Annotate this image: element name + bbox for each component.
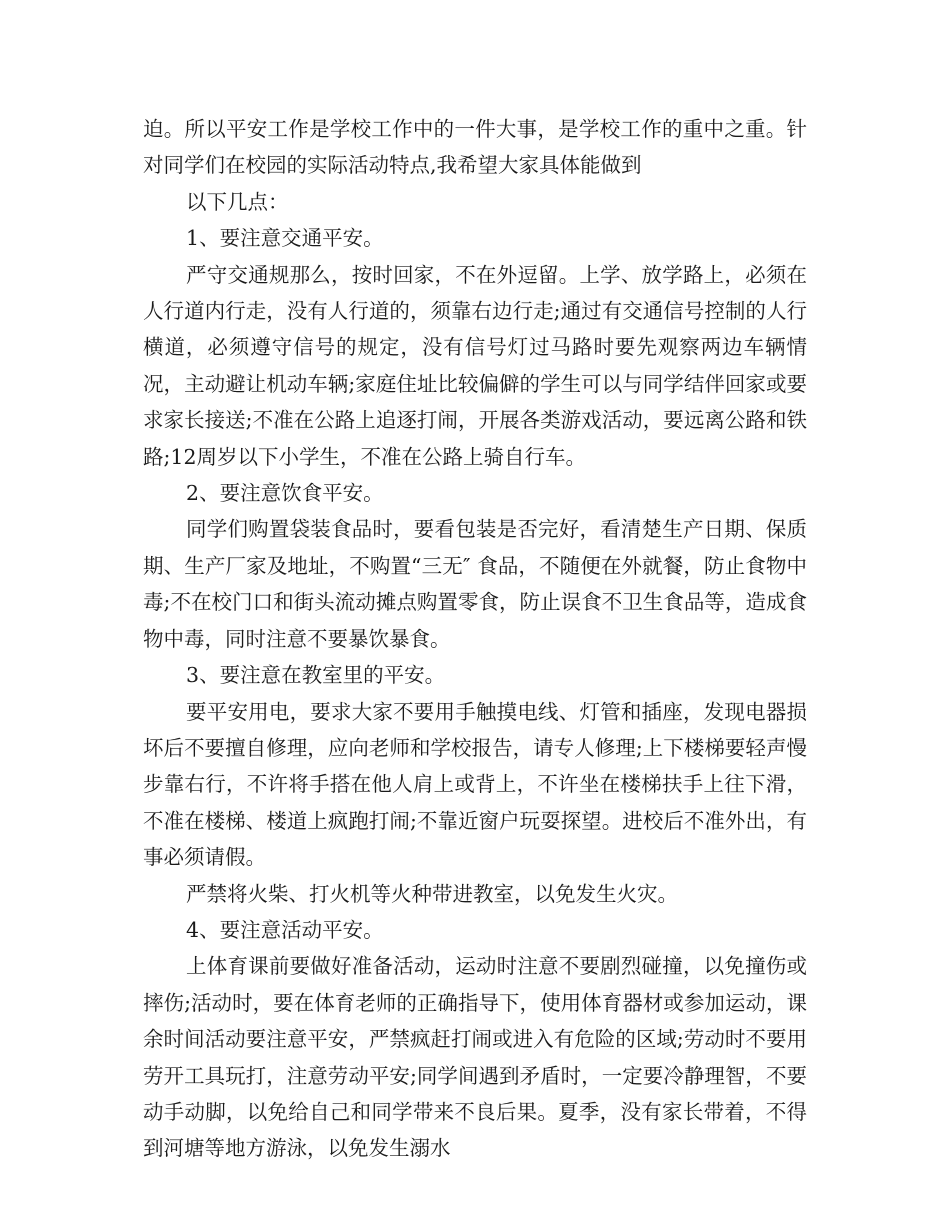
- paragraph-continuation: 迫。所以平安工作是学校工作中的一件大事，是学校工作的重中之重。针对同学们在校园的实际活动特点,我希望大家具体能做到: [143, 117, 807, 178]
- paragraph-intro: 以下几点：: [186, 189, 289, 214]
- section-heading-activity: 4、要注意活动平安。: [186, 917, 384, 942]
- paragraph-classroom: 要平安用电，要求大家不要用手触摸电线、灯管和插座，发现电器损坏后不要擅自修理，应向老师和学校报告，请专人修理;上下楼梯要轻声慢步靠右行，不许将手搭在他人肩上或背上，不许坐在楼梯扶手上往下滑，不准在楼梯、楼道上疯跑打闹;不靠近窗户玩耍探望。进校后不准外出，有事必须请假。: [143, 699, 807, 870]
- paragraph-activity: 上体育课前要做好准备活动，运动时注意不要剧烈碰撞，以免撞伤或摔伤;活动时，要在体育老师的正确指导下，使用体育器材或参加运动，课余时间活动要注意平安，严禁疯赶打闹或进入有危险的区域;劳动时不要用劳开工具玩打，注意劳动平安;同学间遇到矛盾时，一定要冷静理智，不要动手动脚，以免给自己和同学带来不良后果。夏季，没有家长带着，不得到河塘等地方游泳，以免发生溺水: [143, 954, 807, 1161]
- section-heading-food: 2、要注意饮食平安。: [186, 481, 384, 506]
- section-heading-classroom: 3、要注意在教室里的平安。: [186, 663, 446, 688]
- paragraph-food: 同学们购置袋装食品时，要看包装是否完好，看清楚生产日期、保质期、生产厂家及地址，不购置“三无″ 食品，不随便在外就餐，防止食物中毒;不在校门口和街头流动摊点购置零食，防止误食不卫生食品等，造成食物中毒，同时注意不要暴饮暴食。: [143, 517, 807, 651]
- paragraph-traffic: 严守交通规那么，按时回家，不在外逗留。上学、放学路上，必须在人行道内行走，没有人行道的，须靠右边行走;通过有交通信号控制的人行横道，必须遵守信号的规定，没有信号灯过马路时要先观察两边车辆情况，主动避让机动车辆;家庭住址比较偏僻的学生可以与同学结伴回家或要求家长接送;不准在公路上追逐打闹，开展各类游戏活动，要远离公路和铁路;12周岁以下小学生，不准在公路上骑自行车。: [143, 262, 807, 469]
- document-body: [143, 111, 807, 1167]
- paragraph-fire: 严禁将火柴、打火机等火种带进教室，以免发生火灾。: [186, 881, 679, 906]
- section-heading-traffic: 1、要注意交通平安。: [186, 226, 384, 251]
